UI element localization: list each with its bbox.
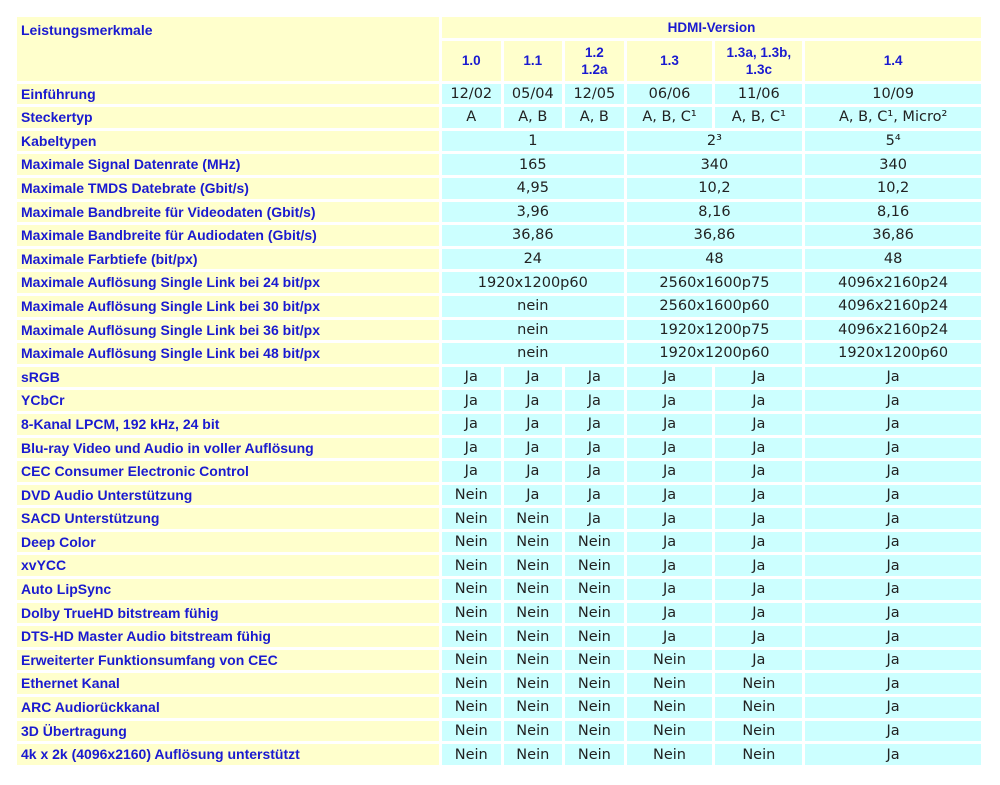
table-cell: 8,16	[805, 202, 981, 223]
table-cell: Ja	[504, 367, 563, 388]
table-cell: Nein	[565, 626, 624, 647]
table-cell: Ja	[627, 414, 713, 435]
table-row	[17, 84, 981, 105]
row-label: 4k x 2k (4096x2160) Auflösung unterstützt	[17, 744, 439, 765]
version-header: 1.1	[504, 41, 563, 81]
table-cell: Nein	[504, 744, 563, 765]
table-cell: 10/09	[805, 84, 981, 105]
table-cell: A	[442, 107, 501, 128]
table-cell: Ja	[627, 555, 713, 576]
table-cell: Nein	[442, 555, 501, 576]
row-label: Blu-ray Video und Audio in voller Auflösung	[17, 438, 439, 459]
table-cell: Ja	[805, 508, 981, 529]
table-cell: Nein	[442, 579, 501, 600]
table-cell: Ja	[627, 485, 713, 506]
table-cell: 48	[627, 249, 803, 270]
table-row	[17, 626, 981, 647]
table-cell: Ja	[805, 650, 981, 671]
table-cell: Nein	[442, 697, 501, 718]
table-cell: Nein	[504, 721, 563, 742]
row-label: Maximale Signal Datenrate (MHz)	[17, 154, 439, 175]
row-label: 8-Kanal LPCM, 192 kHz, 24 bit	[17, 414, 439, 435]
row-label: Maximale TMDS Datebrate (Gbit/s)	[17, 178, 439, 199]
row-label: Steckertyp	[17, 107, 439, 128]
table-cell: Ja	[627, 626, 713, 647]
table-cell: Nein	[565, 650, 624, 671]
table-header	[17, 17, 981, 81]
table-cell: 4,95	[442, 178, 624, 199]
table-cell: Nein	[504, 603, 563, 624]
row-label: DTS-HD Master Audio bitstream fühig	[17, 626, 439, 647]
table-cell: Ja	[504, 390, 563, 411]
table-cell: Nein	[504, 532, 563, 553]
table-cell: Ja	[805, 461, 981, 482]
version-header: 1.2 1.2a	[565, 41, 624, 81]
table-cell: Nein	[715, 744, 802, 765]
table-cell: 05/04	[504, 84, 563, 105]
table-cell: Nein	[442, 744, 501, 765]
table-row	[17, 296, 981, 317]
table-cell: 10,2	[627, 178, 803, 199]
table-row	[17, 202, 981, 223]
table-cell: Ja	[805, 485, 981, 506]
table-cell: Ja	[715, 532, 802, 553]
table-cell: 1920x1200p60	[805, 343, 981, 364]
table-cell: Ja	[715, 461, 802, 482]
table-row	[17, 390, 981, 411]
table-row	[17, 744, 981, 765]
table-cell: Ja	[442, 390, 501, 411]
table-cell: Ja	[805, 721, 981, 742]
table-cell: Nein	[565, 744, 624, 765]
table-cell: Ja	[715, 485, 802, 506]
row-label: Dolby TrueHD bitstream fühig	[17, 603, 439, 624]
table-cell: Nein	[715, 673, 802, 694]
table-row	[17, 650, 981, 671]
table-cell: Nein	[442, 721, 501, 742]
table-cell: Ja	[627, 532, 713, 553]
table-cell: Nein	[442, 626, 501, 647]
table-row	[17, 178, 981, 199]
table-cell: Ja	[805, 390, 981, 411]
table-cell: Nein	[627, 673, 713, 694]
table-cell: Nein	[627, 650, 713, 671]
version-header: 1.0	[442, 41, 501, 81]
table-cell: 340	[627, 154, 803, 175]
table-cell: Nein	[442, 508, 501, 529]
table-cell: Nein	[504, 673, 563, 694]
row-label: Kabeltypen	[17, 131, 439, 152]
table-row	[17, 131, 981, 152]
table-cell: A, B	[565, 107, 624, 128]
table-cell: Ja	[715, 626, 802, 647]
row-label: Maximale Auflösung Single Link bei 36 bit/px	[17, 320, 439, 341]
row-label: Maximale Auflösung Single Link bei 24 bit/px	[17, 272, 439, 293]
table-cell: 10,2	[805, 178, 981, 199]
table-cell: 3,96	[442, 202, 624, 223]
version-header: 1.3	[627, 41, 713, 81]
table-cell: Nein	[565, 721, 624, 742]
table-row	[17, 272, 981, 293]
table-cell: Nein	[442, 650, 501, 671]
row-label: DVD Audio Unterstützung	[17, 485, 439, 506]
table-row	[17, 508, 981, 529]
table-row	[17, 225, 981, 246]
table-row	[17, 603, 981, 624]
table-cell: Ja	[715, 390, 802, 411]
table-cell: nein	[442, 320, 624, 341]
table-cell: 36,86	[627, 225, 803, 246]
table-cell: Nein	[504, 697, 563, 718]
table-cell: Ja	[442, 367, 501, 388]
table-cell: Ja	[627, 438, 713, 459]
table-cell: Ja	[565, 390, 624, 411]
row-label: Maximale Farbtiefe (bit/px)	[17, 249, 439, 270]
table-cell: 8,16	[627, 202, 803, 223]
table-cell: Nein	[442, 485, 501, 506]
table-cell: 1920x1200p60	[627, 343, 803, 364]
table-cell: Ja	[715, 555, 802, 576]
row-label: xvYCC	[17, 555, 439, 576]
table-cell: Ja	[565, 485, 624, 506]
table-cell: Nein	[442, 603, 501, 624]
table-cell: Nein	[715, 697, 802, 718]
version-header: 1.4	[805, 41, 981, 81]
table-cell: Ja	[627, 367, 713, 388]
table-cell: A, B, C¹	[627, 107, 713, 128]
table-cell: Ja	[805, 579, 981, 600]
table-cell: Ja	[805, 367, 981, 388]
table-cell: 5⁴	[805, 131, 981, 152]
table-cell: Nein	[504, 579, 563, 600]
table-row	[17, 673, 981, 694]
table-cell: Ja	[565, 367, 624, 388]
table-row	[17, 721, 981, 742]
table-cell: Ja	[627, 579, 713, 600]
table-cell: 24	[442, 249, 624, 270]
table-cell: Ja	[805, 438, 981, 459]
table-cell: Nein	[627, 697, 713, 718]
table-row	[17, 555, 981, 576]
table-cell: Ja	[442, 414, 501, 435]
row-label: Maximale Bandbreite für Audiodaten (Gbit/s)	[17, 225, 439, 246]
table-cell: 36,86	[442, 225, 624, 246]
table-cell: nein	[442, 296, 624, 317]
row-label: CEC Consumer Electronic Control	[17, 461, 439, 482]
table-cell: Nein	[627, 744, 713, 765]
table-cell: Ja	[565, 414, 624, 435]
row-label: Auto LipSync	[17, 579, 439, 600]
table-cell: Ja	[805, 603, 981, 624]
row-label: 3D Übertragung	[17, 721, 439, 742]
table-cell: Ja	[627, 390, 713, 411]
table-cell: Ja	[805, 532, 981, 553]
table-cell: Nein	[565, 603, 624, 624]
table-cell: Nein	[504, 508, 563, 529]
table-cell: Ja	[715, 579, 802, 600]
table-cell: 48	[805, 249, 981, 270]
table-cell: 4096x2160p24	[805, 296, 981, 317]
table-row	[17, 154, 981, 175]
table-cell: Ja	[715, 414, 802, 435]
table-cell: 2560x1600p75	[627, 272, 803, 293]
row-label: YCbCr	[17, 390, 439, 411]
table-cell: Nein	[565, 673, 624, 694]
table-cell: 4096x2160p24	[805, 272, 981, 293]
row-label: ARC Audiorückkanal	[17, 697, 439, 718]
table-cell: Ja	[504, 461, 563, 482]
table-cell: Ja	[715, 438, 802, 459]
header-row-group	[17, 17, 981, 38]
row-label: Maximale Auflösung Single Link bei 48 bit/px	[17, 343, 439, 364]
table-cell: A, B, C¹	[715, 107, 802, 128]
table-cell: Ja	[805, 673, 981, 694]
row-label: Ethernet Kanal	[17, 673, 439, 694]
table-cell: 1920x1200p75	[627, 320, 803, 341]
table-cell: Ja	[504, 485, 563, 506]
table-cell: 4096x2160p24	[805, 320, 981, 341]
table-cell: Nein	[565, 532, 624, 553]
row-label: Erweiterter Funktionsumfang von CEC	[17, 650, 439, 671]
table-row	[17, 438, 981, 459]
table-cell: 11/06	[715, 84, 802, 105]
row-label: Deep Color	[17, 532, 439, 553]
table-cell: Ja	[715, 367, 802, 388]
table-row	[17, 107, 981, 128]
table-cell: 2560x1600p60	[627, 296, 803, 317]
table-cell: Ja	[565, 461, 624, 482]
table-cell: Ja	[715, 508, 802, 529]
row-label: SACD Unterstützung	[17, 508, 439, 529]
table-row	[17, 367, 981, 388]
table-cell: 36,86	[805, 225, 981, 246]
table-row	[17, 249, 981, 270]
table-cell: 06/06	[627, 84, 713, 105]
table-cell: Nein	[442, 532, 501, 553]
table-cell: Nein	[504, 650, 563, 671]
table-cell: Ja	[805, 414, 981, 435]
table-cell: A, B, C¹, Micro²	[805, 107, 981, 128]
row-label: sRGB	[17, 367, 439, 388]
table-row	[17, 485, 981, 506]
table-row	[17, 579, 981, 600]
table-cell: Ja	[442, 461, 501, 482]
table-cell: Ja	[565, 438, 624, 459]
table-row	[17, 697, 981, 718]
table-cell: Ja	[805, 697, 981, 718]
version-header: 1.3a, 1.3b, 1.3c	[715, 41, 802, 81]
hdmi-comparison-table	[14, 14, 984, 768]
table-cell: Nein	[565, 555, 624, 576]
table-cell: A, B	[504, 107, 563, 128]
table-cell: Ja	[504, 414, 563, 435]
column-header-feature: Leistungsmerkmale	[17, 17, 439, 81]
table-cell: Ja	[715, 650, 802, 671]
table-cell: 12/05	[565, 84, 624, 105]
table-cell: 12/02	[442, 84, 501, 105]
table-cell: 340	[805, 154, 981, 175]
table-row	[17, 320, 981, 341]
table-cell: Nein	[442, 673, 501, 694]
table-cell: Ja	[627, 461, 713, 482]
table-cell: Ja	[805, 555, 981, 576]
table-body	[17, 84, 981, 765]
table-row	[17, 343, 981, 364]
table-row	[17, 461, 981, 482]
row-label: Maximale Auflösung Single Link bei 30 bit/px	[17, 296, 439, 317]
table-cell: Nein	[504, 626, 563, 647]
table-cell: Ja	[627, 508, 713, 529]
table-cell: Nein	[565, 697, 624, 718]
table-row	[17, 414, 981, 435]
table-cell: Nein	[565, 579, 624, 600]
table-cell: Ja	[504, 438, 563, 459]
table-cell: Nein	[627, 721, 713, 742]
table-cell: Nein	[504, 555, 563, 576]
table-cell: Nein	[715, 721, 802, 742]
row-label: Maximale Bandbreite für Videodaten (Gbit/s)	[17, 202, 439, 223]
table-cell: Ja	[565, 508, 624, 529]
table-cell: Ja	[715, 603, 802, 624]
table-row	[17, 532, 981, 553]
table-cell: Ja	[442, 438, 501, 459]
table-cell: 1	[442, 131, 624, 152]
table-cell: Ja	[627, 603, 713, 624]
row-label: Einführung	[17, 84, 439, 105]
table-cell: Ja	[805, 626, 981, 647]
column-header-hdmi-version: HDMI-Version	[442, 17, 981, 38]
table-cell: 1920x1200p60	[442, 272, 624, 293]
table-cell: nein	[442, 343, 624, 364]
table-cell: 165	[442, 154, 624, 175]
table-cell: 2³	[627, 131, 803, 152]
table-cell: Ja	[805, 744, 981, 765]
